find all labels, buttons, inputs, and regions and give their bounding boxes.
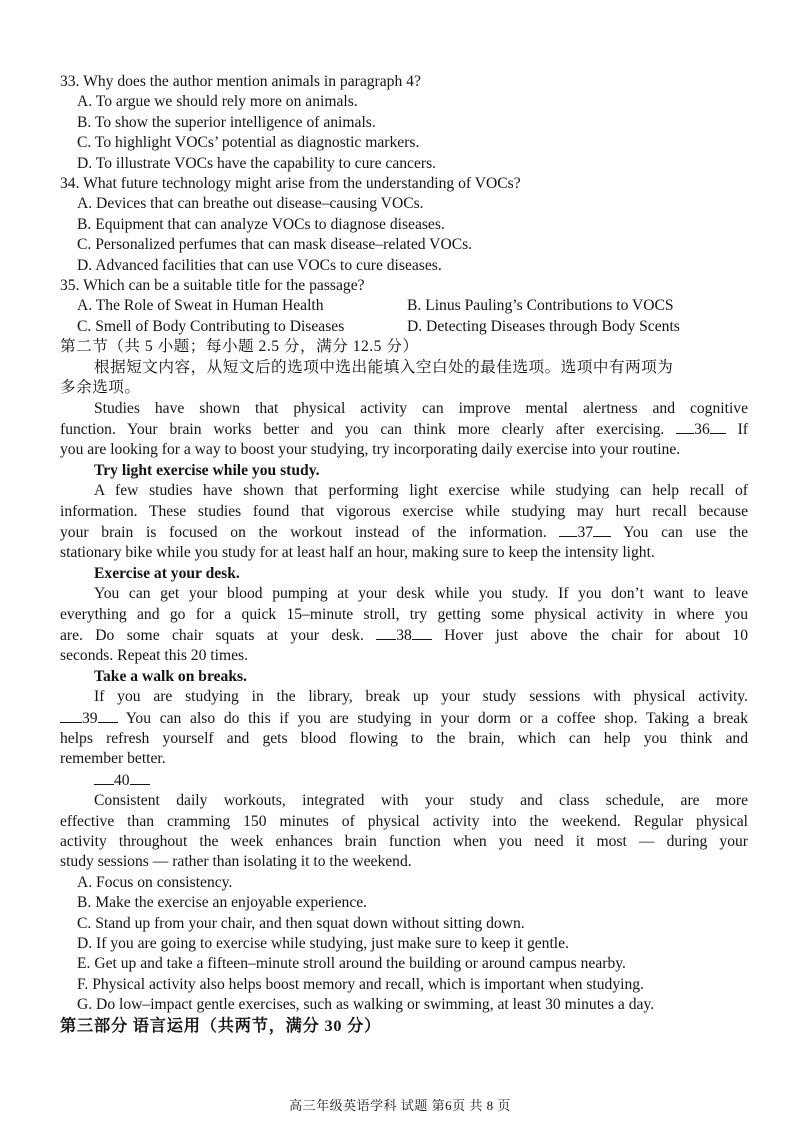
passage-p3-line-3-tail: Hover just above the chair for about 10	[444, 626, 748, 644]
blank-40	[94, 770, 150, 791]
section-2-header: 第二节（共 5 小题；每小题 2.5 分，满分 12.5 分）	[60, 338, 419, 356]
choice-b: B. Make the exercise an enjoyable experience.	[77, 894, 368, 912]
passage-p1-line-1: Studies have shown that physical activity can improve mental alertness and cognitive	[94, 399, 748, 417]
question-34-stem: 34. What future technology might arise from the understanding of VOCs?	[60, 175, 521, 193]
passage-p3-line-1: You can get your blood pumping at your desk while you study. If you don’t want to leave	[94, 585, 748, 603]
choice-d: D. If you are going to exercise while studying, just make sure to keep it gentle.	[77, 935, 569, 953]
choice-c: C. Stand up from your chair, and then squat down without sitting down.	[77, 914, 525, 932]
question-34-option-d: D. Advanced facilities that can use VOCs to cure diseases.	[77, 256, 442, 274]
section-2-instruction-line-2: 多余选项。	[60, 379, 141, 397]
blank-37-number: 37	[577, 523, 594, 541]
question-33-option-a: A. To argue we should rely more on animals.	[77, 93, 358, 111]
question-33-stem: 33. Why does the author mention animals in paragraph 4?	[60, 73, 421, 90]
question-34-option-b: B. Equipment that can analyze VOCs to diagnose diseases.	[77, 215, 445, 233]
heading-try-light-exercise: Try light exercise while you study.	[94, 461, 320, 479]
question-35-options-row-2	[77, 317, 748, 337]
blank-40-line	[94, 770, 748, 791]
passage-p3-line-3	[60, 625, 748, 646]
passage-p3-line-2: everything and go for a quick 15–minute stroll, try getting some physical activity in where you	[60, 605, 748, 623]
passage-p2-line-1: A few studies have shown that performing light exercise while studying can help recall of	[94, 482, 748, 500]
question-35-option-a: A. The Role of Sweat in Human Health	[77, 297, 324, 315]
passage-p4-line-4: remember better.	[60, 750, 166, 768]
passage-p2-line-2: information. These studies found that vigorous exercise while studying may hurt recall because	[60, 502, 748, 520]
blank-38	[376, 625, 432, 646]
blank-37	[559, 522, 611, 543]
question-33-option-d: D. To illustrate VOCs have the capability to cure cancers.	[77, 154, 437, 172]
question-35-options-row-1	[77, 296, 748, 316]
question-35-option-c: C. Smell of Body Contributing to Diseases	[77, 317, 345, 335]
blank-36	[676, 419, 726, 440]
passage-p4-line-3: helps refresh yourself and gets blood flowing to the brain, which can help you think and	[60, 730, 748, 747]
blank-36-number: 36	[694, 420, 710, 438]
passage-p4-line-1: If you are studying in the library, break up your study sessions with physical activity.	[94, 688, 748, 706]
passage-p5-line-2: effective than cramming 150 minutes of physical activity into the weekend. Regular physical	[60, 812, 748, 830]
passage-p1-line-2-tail: If	[737, 420, 748, 438]
question-33-option-c: C. To highlight VOCs’ potential as diagnostic markers.	[77, 134, 420, 152]
part-3-header: 第三部分 语言运用（共两节，满分 30 分）	[60, 1016, 382, 1035]
passage-p1-line-2	[60, 419, 748, 440]
passage-p5-line-4: study sessions — rather than isolating it to the weekend.	[60, 853, 412, 871]
passage-p1-line-2-text: function. Your brain works better and you can think more clearly after exercising.	[60, 420, 665, 438]
choice-g: G. Do low–impact gentle exercises, such as walking or swimming, at least 30 minutes a day.	[77, 996, 655, 1014]
heading-exercise-at-desk: Exercise at your desk.	[94, 564, 240, 582]
passage-p3-line-3-text: are. Do some chair squats at your desk.	[60, 626, 364, 644]
passage-p4-line-2-text: You can also do this if you are studying in your dorm or a coffee shop. Taking a break	[125, 709, 748, 727]
passage-p2-line-3	[60, 522, 748, 543]
passage-p1-line-3: you are looking for a way to boost your studying, try incorporating daily exercise into your routine.	[60, 441, 681, 459]
question-34-option-a: A. Devices that can breathe out disease–causing VOCs.	[77, 195, 424, 213]
question-34-option-c: C. Personalized perfumes that can mask disease–related VOCs.	[77, 236, 473, 254]
blank-39-number: 39	[82, 709, 98, 727]
question-35-option-d: D. Detecting Diseases through Body Scents	[407, 317, 680, 335]
question-35-option-b: B. Linus Pauling’s Contributions to VOCS	[407, 297, 674, 315]
choice-a: A. Focus on consistency.	[77, 873, 233, 891]
question-35-stem: 35. Which can be a suitable title for the passage?	[60, 277, 365, 295]
passage-p5-line-1: Consistent daily workouts, integrated with your study and class schedule, are more	[94, 792, 748, 810]
heading-take-a-walk: Take a walk on breaks.	[94, 667, 247, 685]
blank-38-number: 38	[396, 626, 412, 644]
question-33-option-b: B. To show the superior intelligence of animals.	[77, 113, 376, 131]
passage-p2-line-4: stationary bike while you study for at least half an hour, making sure to keep the intensity light.	[60, 544, 655, 562]
page-footer: 高三年级英语学科 试题 第6页 共 8 页	[289, 1098, 511, 1113]
section-2-instruction-line-1: 根据短文内容，从短文后的选项中选出能填入空白处的最佳选项。选项中有两项为	[94, 358, 674, 376]
passage-p2-line-3-tail: You can use the	[623, 523, 748, 541]
passage-p5-line-3: activity throughout the week enhances brain function when you need it most — during your	[60, 833, 748, 851]
passage-p3-line-4: seconds. Repeat this 20 times.	[60, 647, 248, 665]
passage-p4-line-2	[60, 708, 748, 729]
passage-p2-line-3-text: your brain is focused on the workout instead of the information.	[60, 523, 547, 541]
choice-f: F. Physical activity also helps boost memory and recall, which is important when studying.	[77, 975, 644, 993]
choice-e: E. Get up and take a fifteen–minute stroll around the building or around campus nearby.	[77, 955, 626, 973]
blank-39	[60, 708, 118, 729]
blank-40-number: 40	[114, 771, 130, 789]
